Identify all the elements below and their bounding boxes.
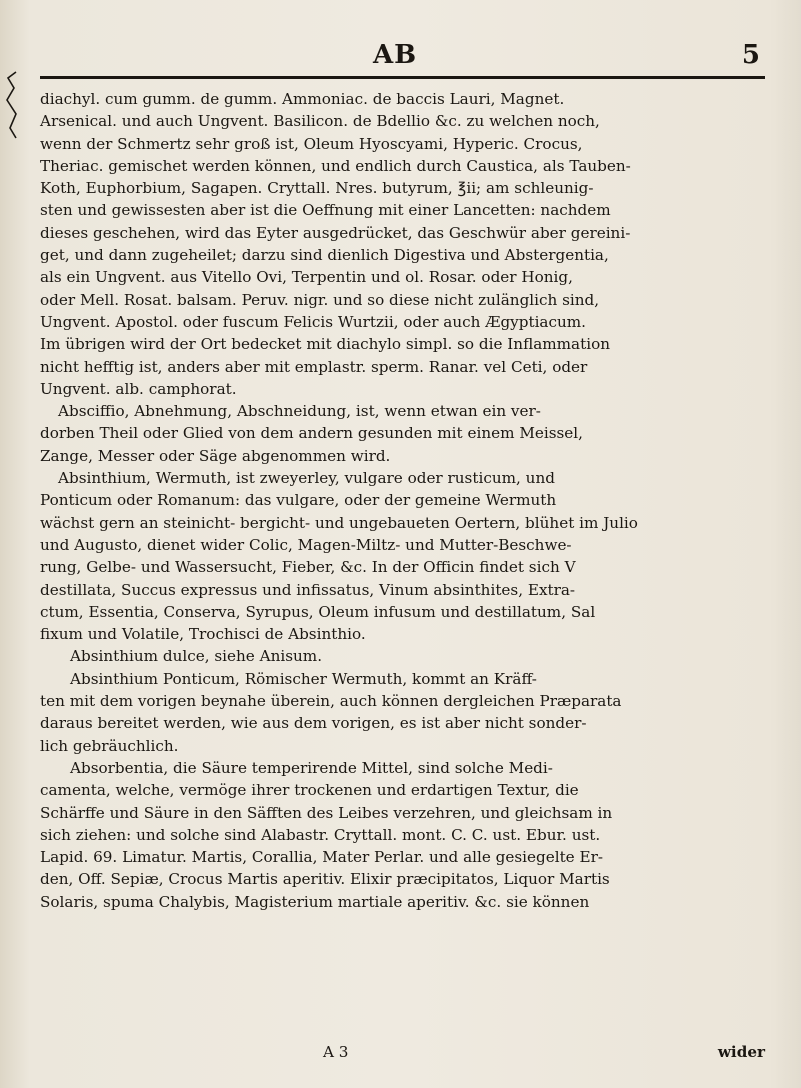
text-line: sich ziehen: und solche sind Alabastr. Cryttall. mont. C. C. ust. Ebur. ust.: [40, 825, 601, 844]
text-line: oder Mell. Rosat. balsam. Peruv. nigr. und so diese nicht zulänglich sind,: [40, 290, 600, 309]
text-line: Ungvent. Apostol. oder fuscum Felicis Wurtzii, oder auch Ægyptiacum.: [40, 312, 587, 331]
entry-absciffio: Absciffio, Abnehmung, Abschneidung, ist, wenn etwan ein ver-: [58, 402, 541, 421]
header-signature: AB: [373, 40, 418, 70]
page-number: 5: [741, 40, 760, 70]
text-line: Koth, Euphorbium, Sagapen. Cryttall. Nres. butyrum, ℥ii; am schleunig-: [40, 179, 594, 198]
text-line: diachyl. cum gumm. de gumm. Ammoniac. de baccis Lauri, Magnet.: [40, 90, 565, 108]
text-line: nicht hefftig ist, anders aber mit emplastr. sperm. Ranar. vel Ceti, oder: [40, 357, 588, 376]
text-line: lich gebräuchlich.: [40, 736, 179, 755]
catchline: [40, 1043, 765, 1067]
header-rule: [40, 76, 765, 79]
text-line: Lapid. 69. Limatur. Martis, Corallia, Mater Perlar. und alle gesiegelte Er-: [40, 848, 603, 867]
text-line: wenn der Schmertz sehr groß ist, Oleum Hyoscyami, Hyperic. Crocus,: [40, 134, 583, 153]
text-line: Theriac. gemischet werden können, und endlich durch Caustica, als Tauben-: [40, 156, 631, 175]
entry-absorbentia: Absorbentia, die Säure temperirende Mittel, sind solche Medi-: [70, 758, 553, 777]
text-line: wächst gern an steinicht- bergicht- und ungebaueten Oertern, blühet im Julio: [40, 513, 638, 532]
text-line: den, Off. Sepiæ, Crocus Martis aperitiv. Elixir præcipitatos, Liquor Martis: [40, 870, 610, 889]
sheet-signature: A 3: [323, 1043, 349, 1061]
text-line: dieses geschehen, wird das Eyter ausgedrücket, das Geschwür aber gereini-: [40, 223, 631, 242]
text-line: camenta, welche, vermöge ihrer trockenen und erdartigen Textur, die: [40, 781, 579, 800]
entry-absinthium: Absinthium, Wermuth, ist zweyerley, vulgare oder rusticum, und: [58, 469, 555, 488]
bracket-mark: [4, 70, 20, 140]
text-line: und Augusto, dienet wider Colic, Magen-Miltz- und Mutter-Beschwe-: [40, 535, 572, 554]
text-line: ten mit dem vorigen beynahe überein, auch können dergleichen Præparata: [40, 692, 622, 711]
text-line: Schärffe und Säure in den Säfften des Leibes verzehren, und gleichsam in: [40, 803, 613, 822]
text-line: Ungvent. alb. camphorat.: [40, 379, 237, 398]
text-line: rung, Gelbe- und Wassersucht, Fieber, &c. In der Officin findet sich V: [40, 558, 576, 577]
text-line: daraus bereitet werden, wie aus dem vorigen, es ist aber nicht sonder-: [40, 714, 587, 733]
text-line: Solaris, spuma Chalybis, Magisterium martiale aperitiv. &c. sie können: [40, 892, 590, 911]
text-line: ctum, Essentia, Conserva, Syrupus, Oleum infusum und destillatum, Sal: [40, 602, 596, 621]
text-line: als ein Ungvent. aus Vitello Ovi, Terpentin und ol. Rosar. oder Honig,: [40, 268, 573, 287]
text-line: fixum und Volatile, Trochisci de Absinthio.: [40, 625, 366, 644]
running-header: [40, 42, 760, 72]
text-line: Zange, Messer oder Säge abgenommen wird.: [40, 446, 391, 465]
text-line: Arsenical. und auch Ungvent. Basilicon. de Bdellio &c. zu welchen noch,: [40, 112, 600, 131]
entry-absinthium-dulce: Absinthium dulce, siehe Anisum.: [70, 647, 323, 666]
text-line: get, und dann zugeheilet; darzu sind dienlich Digestiva und Abstergentia,: [40, 246, 609, 265]
text-line: sten und gewissesten aber ist die Oeffnung mit einer Lancetten: nachdem: [40, 201, 611, 220]
entry-absinthium-ponticum: Absinthium Ponticum, Römischer Wermuth, kommt an Kräff-: [70, 669, 537, 688]
text-line: dorben Theil oder Glied von dem andern gesunden mit einem Meissel,: [40, 424, 583, 443]
body-text: [40, 88, 765, 913]
text-line: destillata, Succus expressus und infissatus, Vinum absinthites, Extra-: [40, 580, 576, 599]
text-line: Im übrigen wird der Ort bedecket mit diachylo simpl. so die Inflammation: [40, 335, 610, 354]
catchword: wider: [717, 1043, 765, 1061]
text-line: Ponticum oder Romanum: das vulgare, oder der gemeine Wermuth: [40, 491, 557, 510]
